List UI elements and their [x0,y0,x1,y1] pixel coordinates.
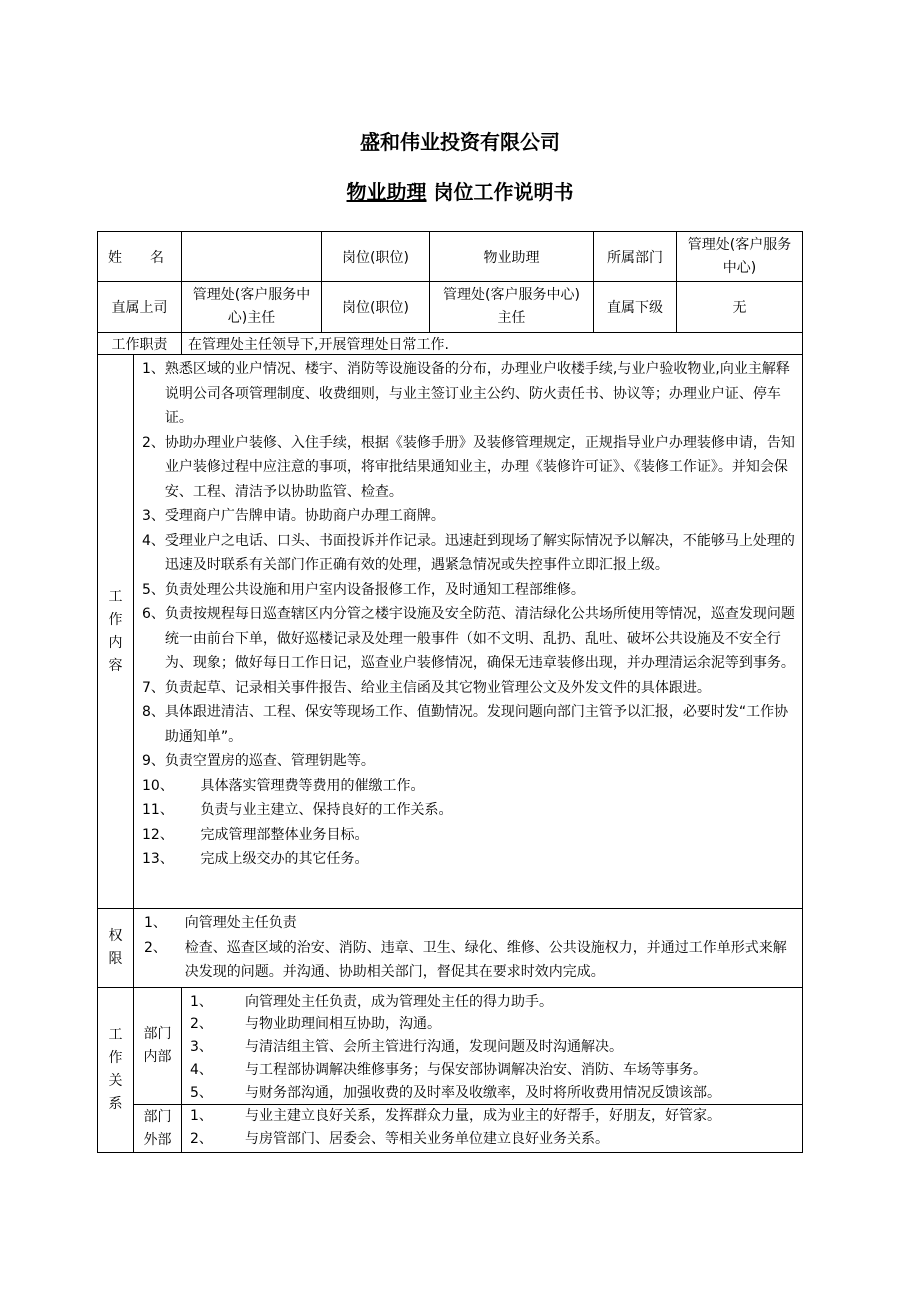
content-list [134,355,803,909]
list-item [142,357,796,431]
list-item-number: 2、 [142,434,165,451]
list-item [142,529,796,578]
duty-text: 在管理处主任领导下,开展管理处日常工作. [182,333,803,355]
list-item-text: 与财务部沟通，加强收费的及时率及收缴率，及时将所收费用情况反馈该部。 [245,1084,721,1101]
document-title-rest: 岗位工作说明书 [426,180,574,204]
list-item-text: 与房管部门、居委会、等相关业务单位建立良好业务关系。 [245,1131,609,1148]
list-item [182,1105,802,1128]
list-item-number: 5、 [142,581,165,598]
list-item-text: 检查、巡查区域的治安、消防、违章、卫生、绿化、维修、公共设施权力，并通过工作单形式来解决发现的问题。并沟通、协助相关部门，督促其在要求时效内完成。 [184,939,787,980]
list-item-number: 6、 [142,606,165,622]
list-item [182,1036,802,1059]
list-item-text: 向管理处主任负责 [184,915,297,931]
document-title [0,176,920,205]
list-item-number: 1、 [142,361,165,377]
list-item [142,676,796,701]
list-item-number: 5、 [190,1084,213,1101]
list-item [142,847,796,872]
list-item-text: 负责按规程每日巡查辖区内分管之楼宇设施及安全防范、清洁绿化公共场所使用等情况，巡查发现问题统一由前台下单，做好巡楼记录及处理一般事件（如不文明、乱扔、乱吐、破坏公共设施及不安全行为、现象；做好每日工作日记，巡查业户装修情况，确保无违章装修出现，并办理清运余泥等到事务。 [164,606,795,671]
list-item-text: 受理业户之电话、口头、书面投诉并作记录。迅速赶到现场了解实际情况予以解决，不能够马上处理的迅速及时联系有关部门作正确有效的处理，遇紧急情况或失控事件立即汇报上级。 [164,532,795,573]
list-item [142,798,796,823]
list-item [144,911,796,936]
subordinate-value: 无 [677,282,803,333]
superior-label: 直属上司 [98,282,182,333]
name-label: 姓 名 [98,232,182,282]
list-item [142,700,796,749]
list-item-number: 3、 [142,508,165,524]
list-item-text: 具体跟进清洁、工程、保安等现场工作、值勤情况。发现问题向部门主管予以汇报，必要时发“工作协助通知单”。 [164,704,789,745]
list-item [142,431,796,505]
list-item-text: 受理商户广告牌申请。协助商户办理工商牌。 [164,508,445,524]
list-item [182,1128,802,1151]
content-label: 工作内容 [98,355,134,909]
list-item-number: 2、 [190,1016,213,1033]
duty-label: 工作职责 [98,333,182,355]
list-item-number: 13、 [142,851,201,867]
list-item-text: 具体落实管理费等费用的催缴工作。 [200,777,425,794]
list-item-number: 8、 [142,704,165,720]
external-list [182,1105,803,1153]
position-value-2: 管理处(客户服务中心)主任 [430,282,594,333]
dept-label: 所属部门 [594,232,677,282]
list-item [142,504,796,529]
list-item-text: 完成上级交办的其它任务。 [200,851,369,867]
list-item-text: 熟悉区域的业户情况、楼宇、消防等设施设备的分布，办理业户收楼手续,与业户验收物业,向业主解释说明公司各项管理制度、收费细则，与业主签订业主公约、防火责任书、协议等；办理业户证、停车证。 [164,361,790,426]
list-item-text: 与物业助理间相互协助，沟通。 [245,1016,441,1033]
list-item-number: 1、 [190,993,213,1010]
list-item-number: 4、 [142,532,165,549]
list-item-text: 与清洁组主管、会所主管进行沟通，发现问题及时沟通解决。 [245,1039,623,1056]
list-item-text: 与工程部协调解决维修事务；与保安部协调解决治安、消防、车场等事务。 [245,1061,707,1078]
list-item [182,1082,802,1105]
name-value [182,232,322,282]
list-item-text: 完成管理部整体业务目标。 [200,826,369,843]
list-item-text: 向管理处主任负责，成为管理处主任的得力助手。 [245,993,553,1010]
list-item-number: 9、 [142,753,165,769]
dept-value: 管理处(客户服务中心) [677,232,803,282]
list-item [142,823,796,848]
list-item [142,774,796,799]
list-item-number: 3、 [190,1039,213,1056]
list-item-number: 1、 [144,915,185,931]
list-item-number: 2、 [190,1131,213,1148]
list-item-number: 2、 [144,939,185,956]
relations-label: 工作关系 [98,987,134,1153]
list-item [144,936,796,985]
job-description-table [97,231,803,1153]
list-item-number: 10、 [142,777,201,794]
internal-label: 部门内部 [134,987,182,1105]
subordinate-label: 直属下级 [594,282,677,333]
internal-list [182,987,803,1105]
list-item-text: 负责空置房的巡查、管理钥匙等。 [164,753,375,769]
list-item-number: 11、 [142,802,201,818]
list-item [142,602,796,676]
list-item-number: 4、 [190,1061,213,1078]
position-name: 物业助理 [346,180,427,204]
position-label-2: 岗位(职位) [322,282,430,333]
list-item-number: 7、 [142,679,165,696]
external-label: 部门外部 [134,1105,182,1153]
list-item-text: 负责处理公共设施和用户室内设备报修工作，及时通知工程部维修。 [164,581,585,598]
list-item [182,1059,802,1082]
list-item [142,578,796,603]
position-label: 岗位(职位) [322,232,430,282]
list-item-text: 负责与业主建立、保持良好的工作关系。 [200,802,453,818]
list-item-number: 1、 [190,1108,213,1125]
list-item [142,749,796,774]
authority-label: 权限 [98,909,134,988]
company-title: 盛和伟业投资有限公司 [360,130,560,154]
authority-list [134,909,803,988]
list-item-text: 负责起草、记录相关事件报告、给业主信函及其它物业管理公文及外发文件的具体跟进。 [164,679,711,696]
list-item-text: 协助办理业户装修、入住手续，根据《装修手册》及装修管理规定，正规指导业户办理装修申请，告知业户装修过程中应注意的事项，将审批结果通知业主，办理《装修许可证》、《装修工作证》。并知会保安、工程、清洁予以协助监管、检查。 [164,434,795,500]
list-item [182,1013,802,1036]
list-item-number: 12、 [142,826,201,843]
list-item-text: 与业主建立良好关系，发挥群众力量，成为业主的好帮手，好朋友，好管家。 [245,1108,721,1125]
position-value: 物业助理 [430,232,594,282]
superior-value: 管理处(客户服务中心)主任 [182,282,322,333]
list-item [182,991,802,1014]
